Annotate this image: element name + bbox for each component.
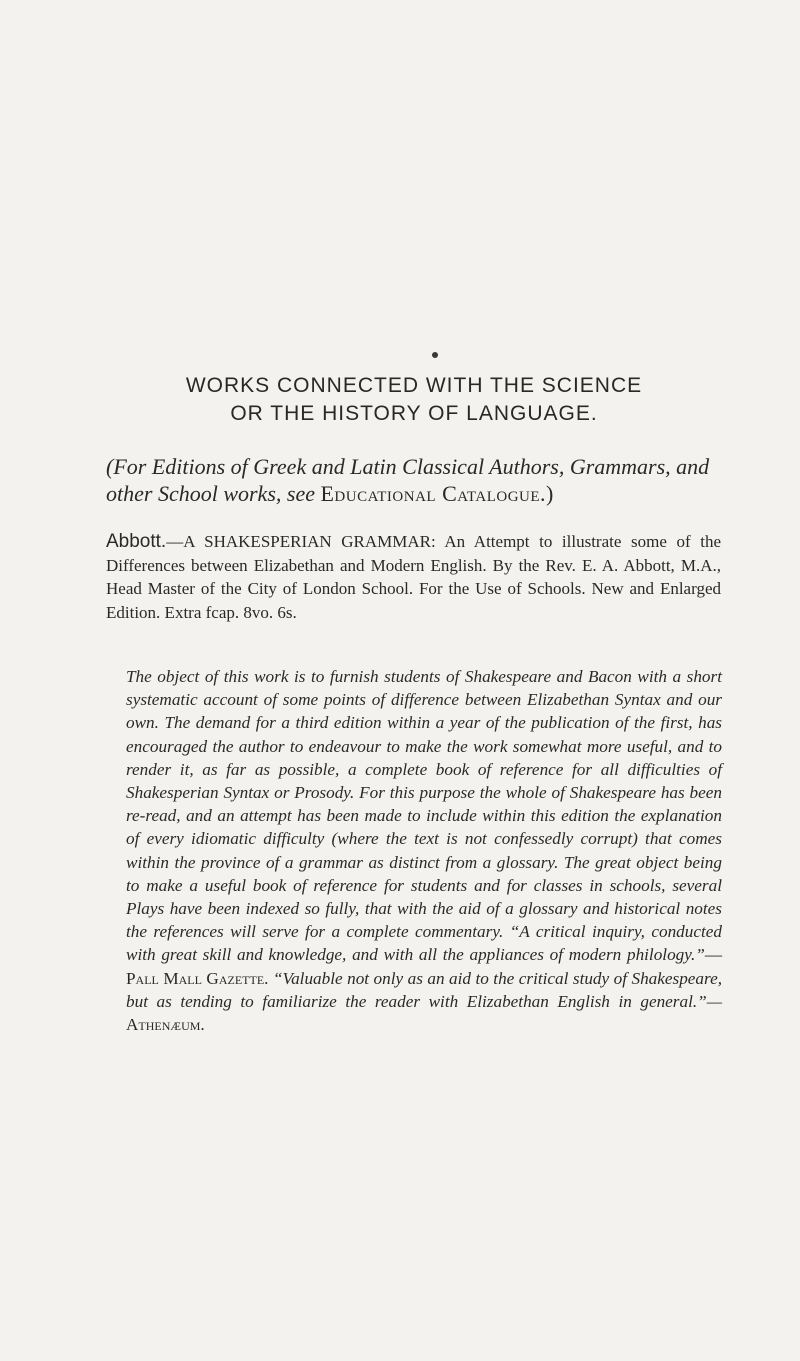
section-heading [104, 372, 724, 428]
entry-author: Abbott. [106, 531, 167, 552]
description-text: The object of this work is to furnish students of Shakespeare and Bacon with a short systematic account of some points of difference between Elizabethan Syntax and our own. The demand for a third edition within a year of the publication of the first, has encouraged the author to endeavour to make the work somewhat more useful, and to render it, as far as possible, a complete book of reference for all difficulties of Shakesperian Syntax or Prosody. For this purpose the whole of Shakespeare has been re-read, and an attempt has been made to include within this edition the explanation of every idiomatic difficulty (where the text is not confessedly corrupt) that comes within the province of a grammar as distinct from a glossary. The great object being to make a useful book of reference for students and for classes in schools, several Plays have been indexed so fully, that with the aid of a glossary and historical notes the references will serve for a complete commentary. “A critical inquiry, conducted with great skill and knowledge, and with all the appliances of modern philology.” [126, 667, 722, 965]
ornament-dot [432, 352, 438, 358]
heading-line-2: OR THE HISTORY OF LANGUAGE. [230, 402, 598, 425]
catalogue-reference: Educational Catalogue. [320, 481, 547, 506]
review-source-2: Athenæum. [126, 1015, 205, 1035]
heading-line-1: WORKS CONNECTED WITH THE SCIENCE [185, 374, 643, 397]
review-quote-2: “Valuable not only as an aid to the critical study of Shakespeare, but as tending to familiarize the reader with Elizabethan English in general.”— [126, 968, 722, 1011]
entry-body: —A SHAKESPERIAN GRAMMAR: An Attempt to illustrate some of the Differences between Elizabethan and Modern English. By the Rev. E. A. Abbott, M.A., Head Master of the City of London School. For the Use of Schools. New and Enlarged Edition. Extra fcap. 8vo. 6s. [106, 532, 721, 622]
editions-note-text: (For Editions of Greek and Latin Classical Authors, Grammars, and other School works, see [106, 454, 710, 506]
entry-description [126, 665, 722, 1036]
editions-note-close: ) [546, 481, 554, 506]
editions-note [106, 453, 726, 507]
catalogue-entry [106, 530, 721, 624]
review-source-1: —Pall Mall Gazette. [126, 945, 722, 988]
